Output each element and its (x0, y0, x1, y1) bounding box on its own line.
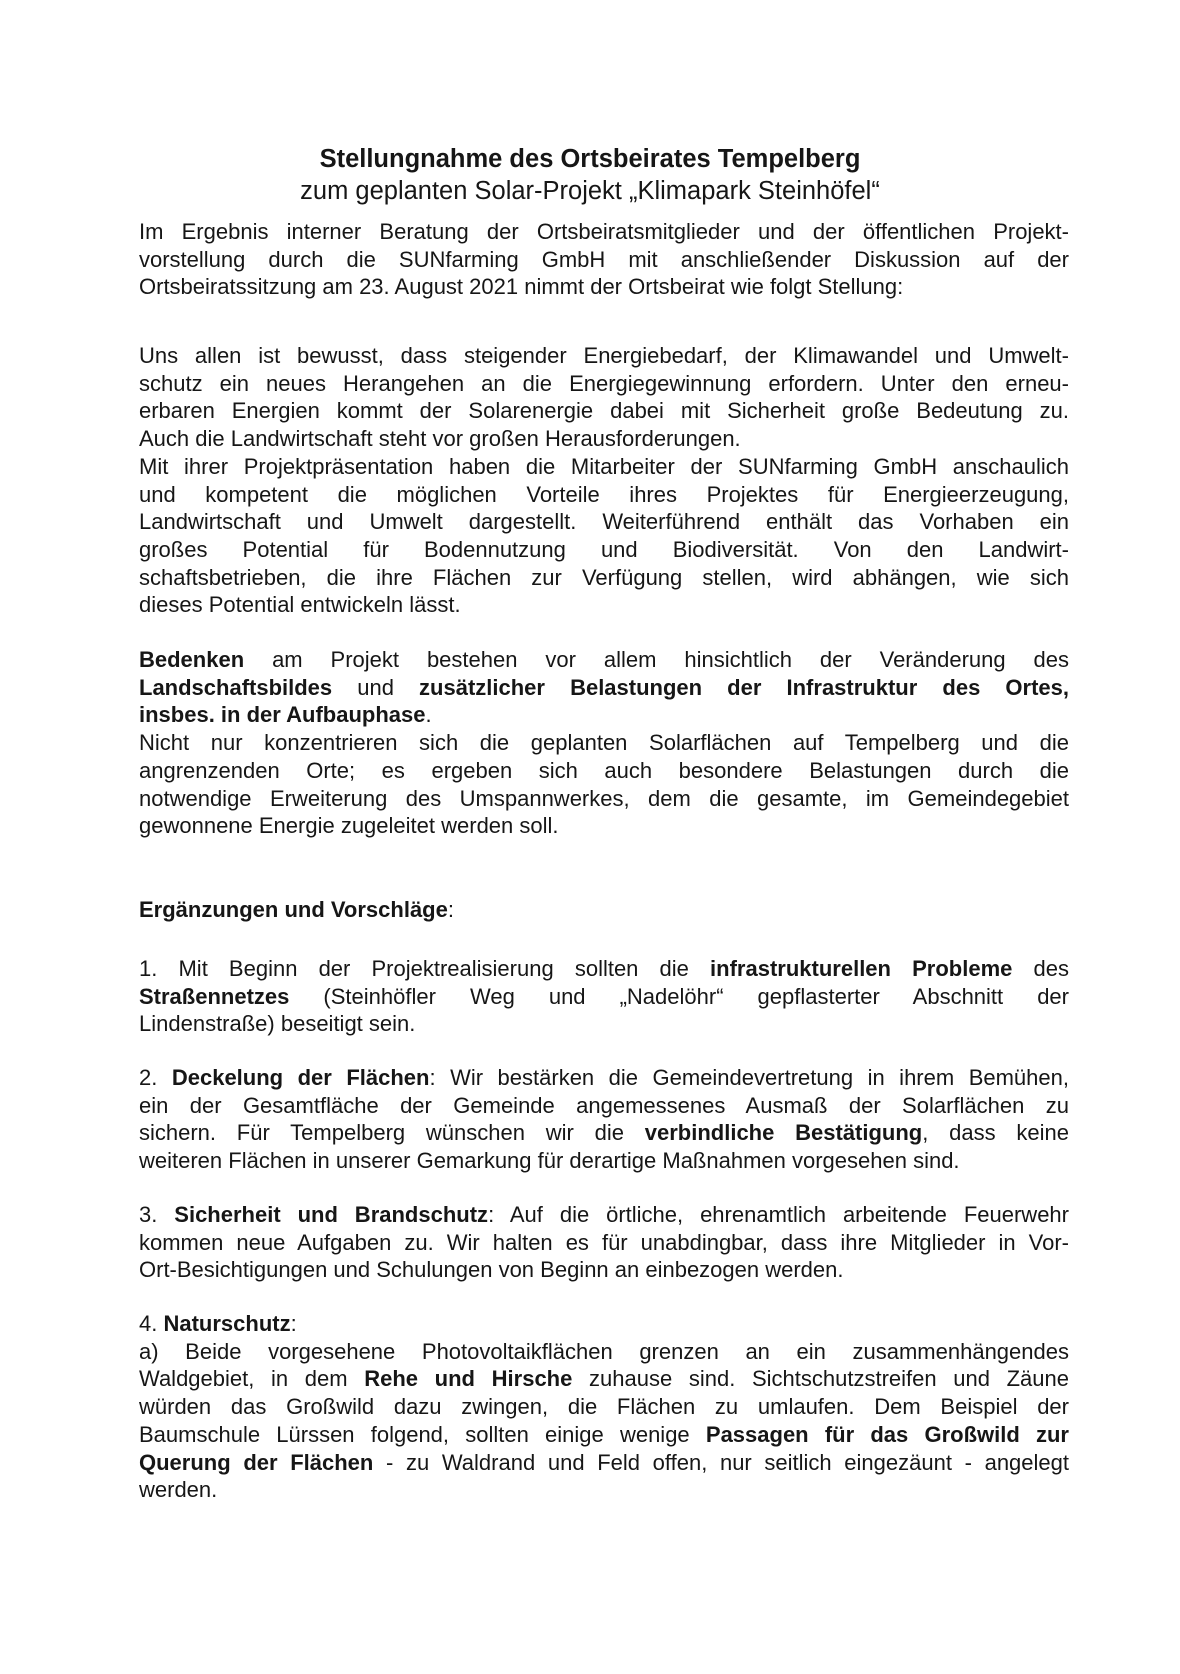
intro-paragraph (139, 218, 1069, 301)
bold-phrase: Deckelung der Flächen (171, 1065, 430, 1090)
paragraph-line: 2. Deckelung der Flächen: Wir bestärken die Gemeindevertretung in ihrem Bemühen, (139, 1065, 1069, 1090)
paragraph-line: a) Beide vorgesehene Photovoltaikflächen grenzen an ein zusammenhängendes (139, 1338, 1069, 1364)
paragraph-line: Bedenken am Projekt bestehen vor allem hinsichtlich der Veränderung des (139, 647, 1069, 672)
bold-phrase: insbes. in der Aufbauphase (139, 702, 426, 728)
intro-line: vorstellung durch die SUNfarming GmbH mit anschließender Diskussion auf der (139, 246, 1069, 272)
bold-phrase: Naturschutz (163, 1311, 291, 1336)
bold-phrase: verbindliche Bestätigung (644, 1120, 923, 1146)
bold-phrase: Bedenken (139, 647, 245, 672)
bold-phrase: Passagen für das Großwild zur (705, 1421, 1069, 1447)
paragraph-line: ein der Gesamtfläche der Gemeinde angemessenes Ausmaß der Solarflächen zu (139, 1092, 1069, 1118)
paragraph-line: großes Potential für Bodennutzung und Biodiversität. Von den Landwirt- (139, 536, 1069, 562)
document-subtitle: zum geplanten Solar-Projekt „Klimapark Steinhöfel“ (300, 177, 880, 205)
paragraph-line: Baumschule Lürssen folgend, sollten einige wenige Passagen für das Großwild zur (139, 1421, 1069, 1447)
section-heading: Ergänzungen und Vorschläge: (139, 897, 454, 922)
concerns-paragraph (139, 646, 1069, 840)
paragraph-line: Landschaftsbildes und zusätzlicher Belastungen der Infrastruktur des Ortes, (139, 674, 1069, 700)
paragraph-line: Mit ihrer Projektpräsentation haben die Mitarbeiter der SUNfarming GmbH anschaulich (139, 453, 1069, 479)
intro-line: Ortsbeiratssitzung am 23. August 2021 nimmt der Ortsbeirat wie folgt Stellung: (139, 274, 904, 300)
bold-phrase: zusätzlicher Belastungen der Infrastruktur des Ortes, (419, 674, 1069, 700)
paragraph-line: schaftsbetrieben, die ihre Flächen zur Verfügung stellen, wird abhängen, wie sich (139, 564, 1069, 590)
paragraph-line: erbaren Energien kommt der Solarenergie dabei mit Sicherheit große Bedeutung zu. (139, 398, 1069, 424)
paragraph-line: werden. (139, 1477, 218, 1503)
bold-phrase: Landschaftsbildes (139, 674, 333, 700)
paragraph-line: Waldgebiet, in dem Rehe und Hirsche zuhause sind. Sichtschutzstreifen und Zäune (139, 1366, 1069, 1392)
paragraph-line: Lindenstraße) beseitigt sein. (139, 1011, 416, 1037)
item-2 (139, 1064, 1069, 1175)
paragraph-line: sichern. Für Tempelberg wünschen wir die verbindliche Bestätigung, dass keine (139, 1120, 1069, 1146)
paragraph-line: 1. Mit Beginn der Projektrealisierung sollten die infrastrukturellen Probleme des (139, 956, 1069, 981)
paragraph-line: notwendige Erweiterung des Umspannwerkes, dem die gesamte, im Gemeindegebiet (139, 785, 1069, 811)
paragraph-line: und kompetent die möglichen Vorteile ihres Projektes für Energieerzeugung, (139, 481, 1069, 507)
paragraph-line: angrenzenden Orte; es ergeben sich auch besondere Belastungen durch die (139, 757, 1069, 783)
paragraph-line: Uns allen ist bewusst, dass steigender Energiebedarf, der Klimawandel und Umwelt- (139, 343, 1069, 368)
paragraph-line: Ort-Besichtigungen und Schulungen von Beginn an einbezogen werden. (139, 1257, 844, 1283)
paragraph-line: Straßennetzes (Steinhöfler Weg und „Nadelöhr“ gepflasterter Abschnitt der (139, 983, 1069, 1009)
document-title: Stellungnahme des Ortsbeirates Tempelberg (319, 145, 861, 173)
paragraph-line: gewonnene Energie zugeleitet werden soll. (139, 813, 559, 839)
paragraph-line: dieses Potential entwickeln lässt. (139, 592, 461, 618)
paragraph-line: Nicht nur konzentrieren sich die geplanten Solarflächen auf Tempelberg und die (139, 730, 1069, 756)
item-4 (139, 1310, 1069, 1504)
bold-phrase: Sicherheit und Brandschutz (174, 1202, 489, 1227)
paragraph-line: 3. Sicherheit und Brandschutz: Auf die örtliche, ehrenamtlich arbeitende Feuerwehr (139, 1202, 1069, 1227)
paragraph-line: schutz ein neues Herangehen an die Energiegewinnung erfordern. Unter den erneu- (139, 370, 1069, 396)
paragraph-line: kommen neue Aufgaben zu. Wir halten es für unabdingbar, dass ihre Mitglieder in Vor- (139, 1229, 1069, 1255)
paragraph-line: weiteren Flächen in unserer Gemarkung für derartige Maßnahmen vorgesehen sind. (139, 1148, 960, 1174)
item-1 (139, 955, 1069, 1038)
paragraph-line: insbes. in der Aufbauphase. (139, 702, 432, 728)
bold-phrase: Straßennetzes (139, 983, 290, 1009)
paragraph-line: würden das Großwild dazu zwingen, die Flächen zu umlaufen. Dem Beispiel der (139, 1394, 1069, 1420)
item-3 (139, 1201, 1069, 1284)
bold-phrase: infrastrukturellen Probleme (710, 956, 1013, 981)
bold-phrase: Querung der Flächen (139, 1449, 374, 1475)
paragraph-line: Landwirtschaft und Umwelt dargestellt. Weiterführend enthält das Vorhaben ein (139, 509, 1069, 535)
bold-phrase: Rehe und Hirsche (364, 1366, 573, 1392)
paragraph-line: Querung der Flächen - zu Waldrand und Feld offen, nur seitlich eingezäunt - angelegt (139, 1449, 1069, 1475)
paragraph-line: Auch die Landwirtschaft steht vor großen Herausforderungen. (139, 426, 741, 452)
context-paragraph (139, 342, 1069, 619)
paragraph-line: 4. Naturschutz: (139, 1311, 297, 1336)
intro-line: Im Ergebnis interner Beratung der Ortsbeiratsmitglieder und der öffentlichen Projekt- (139, 219, 1069, 244)
